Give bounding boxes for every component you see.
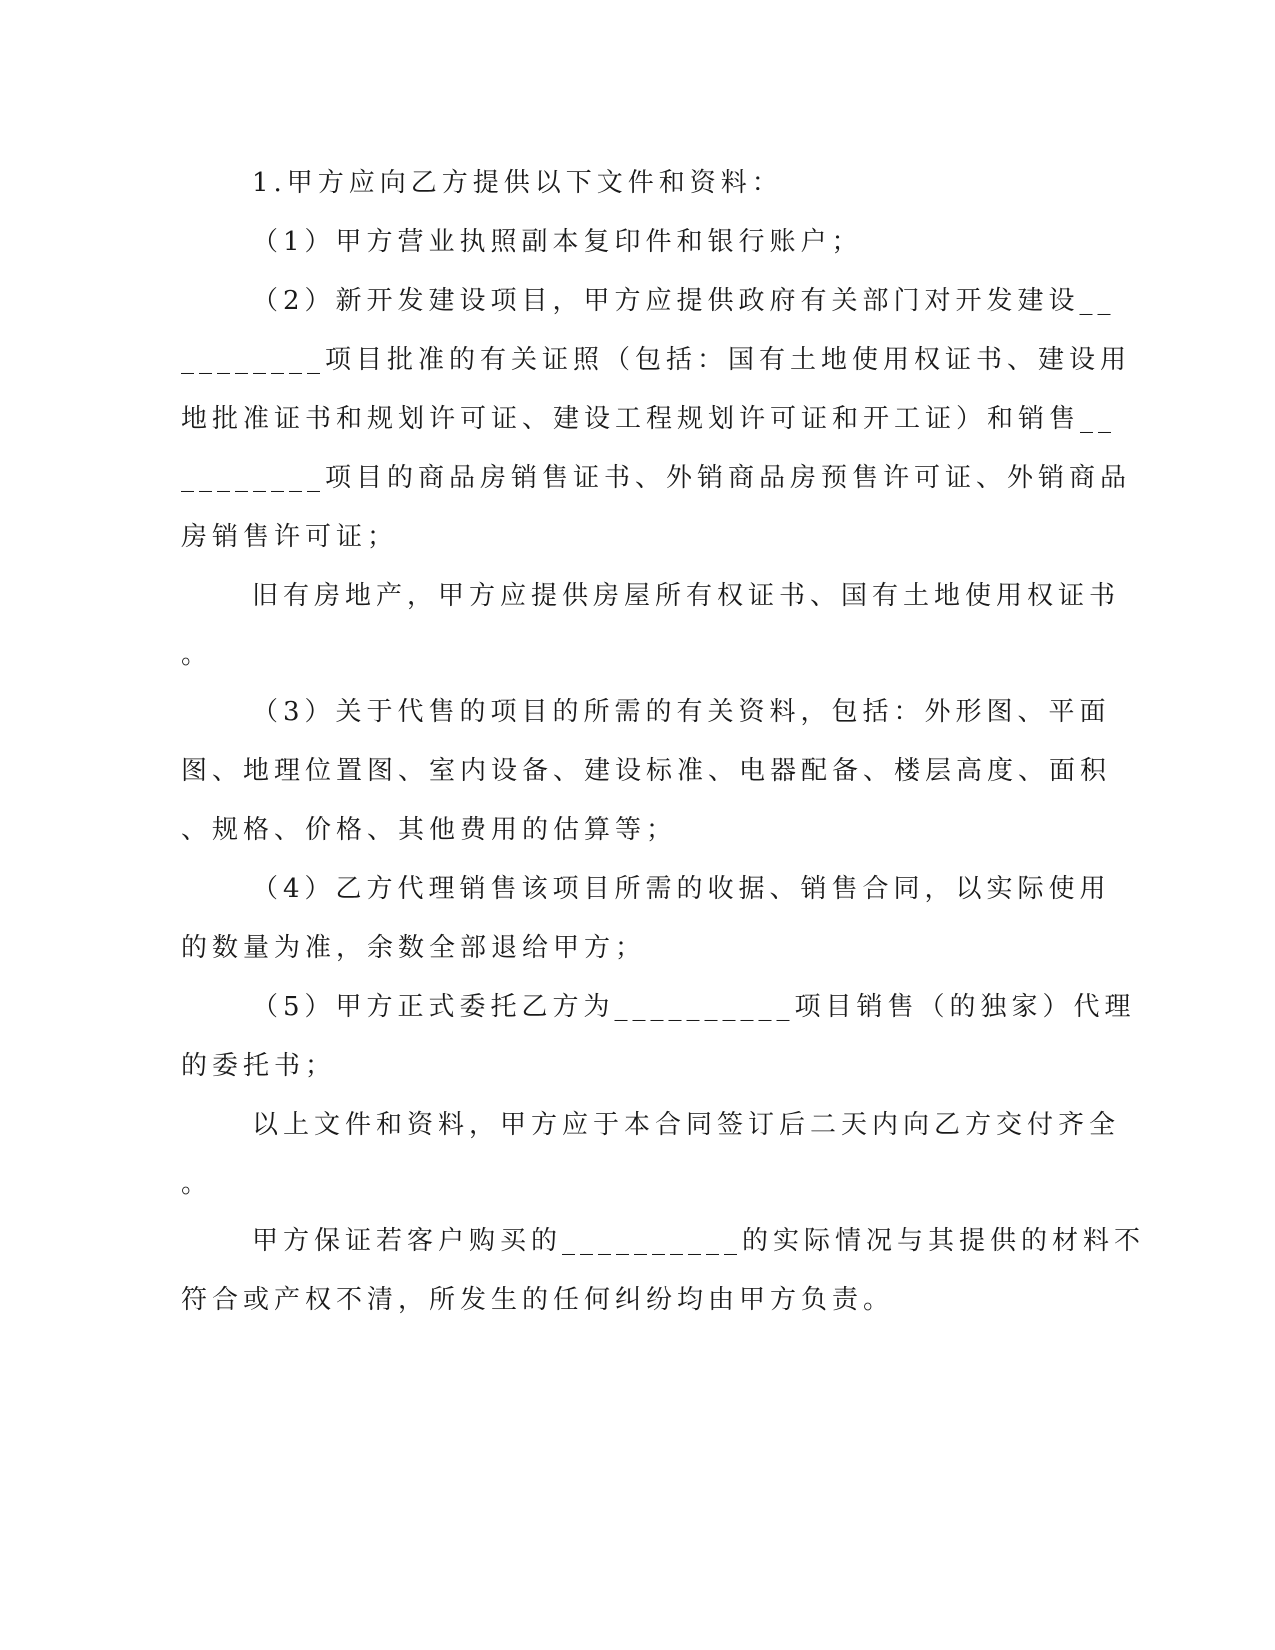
item-4-line-1: （4）乙方代理销售该项目所需的收据、销售合同，以实际使用 xyxy=(252,874,1111,904)
guarantee-line-1: 甲方保证若客户购买的__________的实际情况与其提供的材料不 xyxy=(252,1226,1146,1256)
delivery-line-1: 以上文件和资料，甲方应于本合同签订后二天内向乙方交付齐全 xyxy=(252,1110,1121,1140)
existing-property-line-2: 。 xyxy=(181,640,213,670)
item-4-line-2: 的数量为准，余数全部退给甲方； xyxy=(181,933,647,963)
delivery-line-2: 。 xyxy=(181,1169,213,1199)
item-5-line-2: 的委托书； xyxy=(181,1051,337,1081)
item-2-line-5: 房销售许可证； xyxy=(181,522,399,552)
item-2-line-4: ________项目的商品房销售证书、外销商品房预售许可证、外销商品 xyxy=(181,463,1132,493)
item-2-line-2: ________项目批准的有关证照（包括：国有土地使用权证书、建设用 xyxy=(181,345,1132,375)
item-3-line-2: 图、地理位置图、室内设备、建设标准、电器配备、楼层高度、面积 xyxy=(181,756,1112,786)
clause-1-heading: 1.甲方应向乙方提供以下文件和资料： xyxy=(252,168,783,198)
item-3-line-1: （3）关于代售的项目的所需的有关资料，包括：外形图、平面 xyxy=(252,697,1111,727)
item-5-line-1: （5）甲方正式委托乙方为__________项目销售（的独家）代理 xyxy=(252,992,1136,1022)
existing-property-line-1: 旧有房地产，甲方应提供房屋所有权证书、国有土地使用权证书 xyxy=(252,581,1121,611)
item-2-line-1: （2）新开发建设项目，甲方应提供政府有关部门对开发建设__ xyxy=(252,286,1116,316)
item-2-line-3: 地批准证书和规划许可证、建设工程规划许可证和开工证）和销售__ xyxy=(181,404,1117,434)
guarantee-line-2: 符合或产权不清，所发生的任何纠纷均由甲方负责。 xyxy=(181,1285,895,1315)
item-3-line-3: 、规格、价格、其他费用的估算等； xyxy=(181,815,678,845)
item-1-line: （1）甲方营业执照副本复印件和银行账户； xyxy=(252,227,863,257)
